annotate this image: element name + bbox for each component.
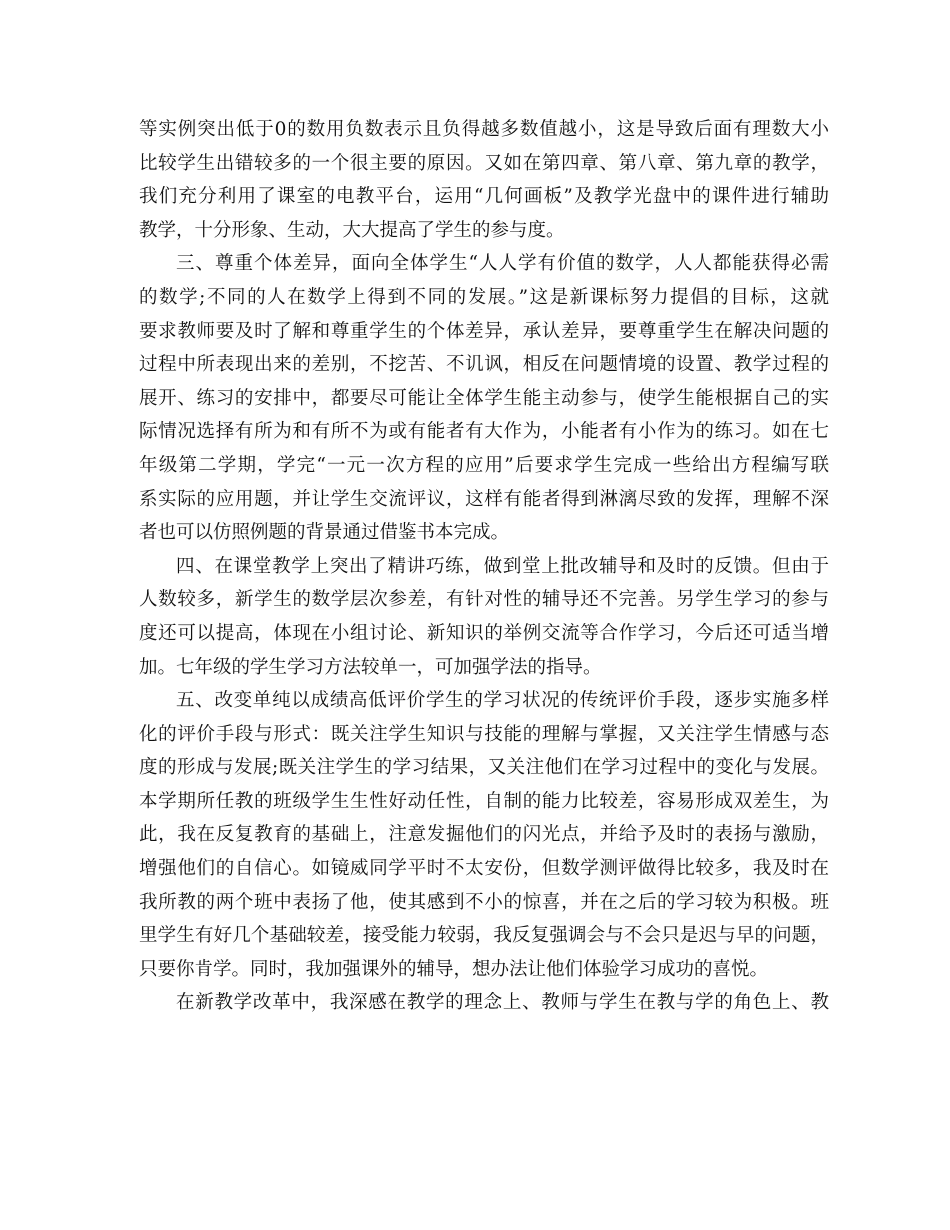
text-line: 化的评价手段与形式：既关注学生知识与技能的理解与掌握，又关注学生情感与态: [139, 723, 829, 745]
text-line: 等实例突出低于0的数用负数表示且负得越多数值越小，这是导致后面有理数大小: [139, 119, 829, 140]
text-line: 的数学;不同的人在数学上得到不同的发展。”这是新课标努力提倡的目标，这就: [139, 286, 829, 308]
text-line: 要求教师要及时了解和尊重学生的个体差异，承认差异，要尊重学生在解决问题的: [139, 320, 829, 342]
text-line: 际情况选择有所为和有所不为或有能者有大作为，小能者有小作为的练习。如在七: [139, 421, 829, 443]
text-line: 我们充分利用了课室的电教平台，运用“几何画板”及教学光盘中的课件进行辅助: [139, 186, 829, 208]
text-line: 本学期所任教的班级学生生性好动任性，自制的能力比较差，容易形成双差生，为: [139, 790, 829, 812]
text-line: 教学，十分形象、生动，大大提高了学生的参与度。: [139, 219, 565, 241]
paragraph-start-line: 四、在课堂教学上突出了精讲巧练，做到堂上批改辅导和及时的反馈。但由于: [176, 555, 829, 577]
text-line: 过程中所表现出来的差别，不挖苦、不讥讽，相反在问题情境的设置、教学过程的: [139, 354, 829, 376]
text-line: 度的形成与发展;既关注学生的学习结果，又关注他们在学习过程中的变化与发展。: [139, 757, 829, 779]
text-line: 里学生有好几个基础较差，接受能力较弱，我反复强调会与不会只是迟与早的问题，: [139, 925, 829, 947]
text-line: 此，我在反复教育的基础上，注意发掘他们的闪光点，并给予及时的表扬与激励，: [139, 824, 829, 846]
paragraph-start-line: 五、改变单纯以成绩高低评价学生的学习状况的传统评价手段，逐步实施多样: [176, 690, 829, 712]
text-line: 只要你肯学。同时，我加强课外的辅导，想办法让他们体验学习成功的喜悦。: [139, 958, 769, 980]
text-line: 系实际的应用题，并让学生交流评议，这样有能者得到淋漓尽致的发挥，理解不深: [139, 488, 829, 510]
text-line: 展开、练习的安排中，都要尽可能让全体学生能主动参与，使学生能根据自己的实: [139, 387, 829, 409]
document-body: [139, 113, 829, 1020]
text-line: 年级第二学期，学完“一元一次方程的应用”后要求学生完成一些给出方程编写联: [139, 454, 829, 476]
text-line: 者也可以仿照例题的背景通过借鉴书本完成。: [139, 522, 510, 544]
text-line: 增强他们的自信心。如镜威同学平时不太安份，但数学测评做得比较多，我及时在: [139, 858, 829, 880]
paragraph-start-line: 三、尊重个体差异，面向全体学生“人人学有价值的数学，人人都能获得必需: [176, 253, 829, 275]
text-line: 度还可以提高，体现在小组讨论、新知识的举例交流等合作学习，今后还可适当增: [139, 622, 829, 644]
text-line: 加。七年级的学生学习方法较单一，可加强学法的指导。: [139, 656, 602, 678]
paragraph-start-line: 在新教学改革中，我深感在教学的理念上、教师与学生在教与学的角色上、教: [176, 992, 829, 1014]
text-line: 比较学生出错较多的一个很主要的原因。又如在第四章、第八章、第九章的教学，: [139, 152, 829, 174]
text-line: 我所教的两个班中表扬了他，使其感到不小的惊喜，并在之后的学习较为积极。班: [139, 891, 829, 913]
text-line: 人数较多，新学生的数学层次参差，有针对性的辅导还不完善。另学生学习的参与: [139, 589, 829, 611]
